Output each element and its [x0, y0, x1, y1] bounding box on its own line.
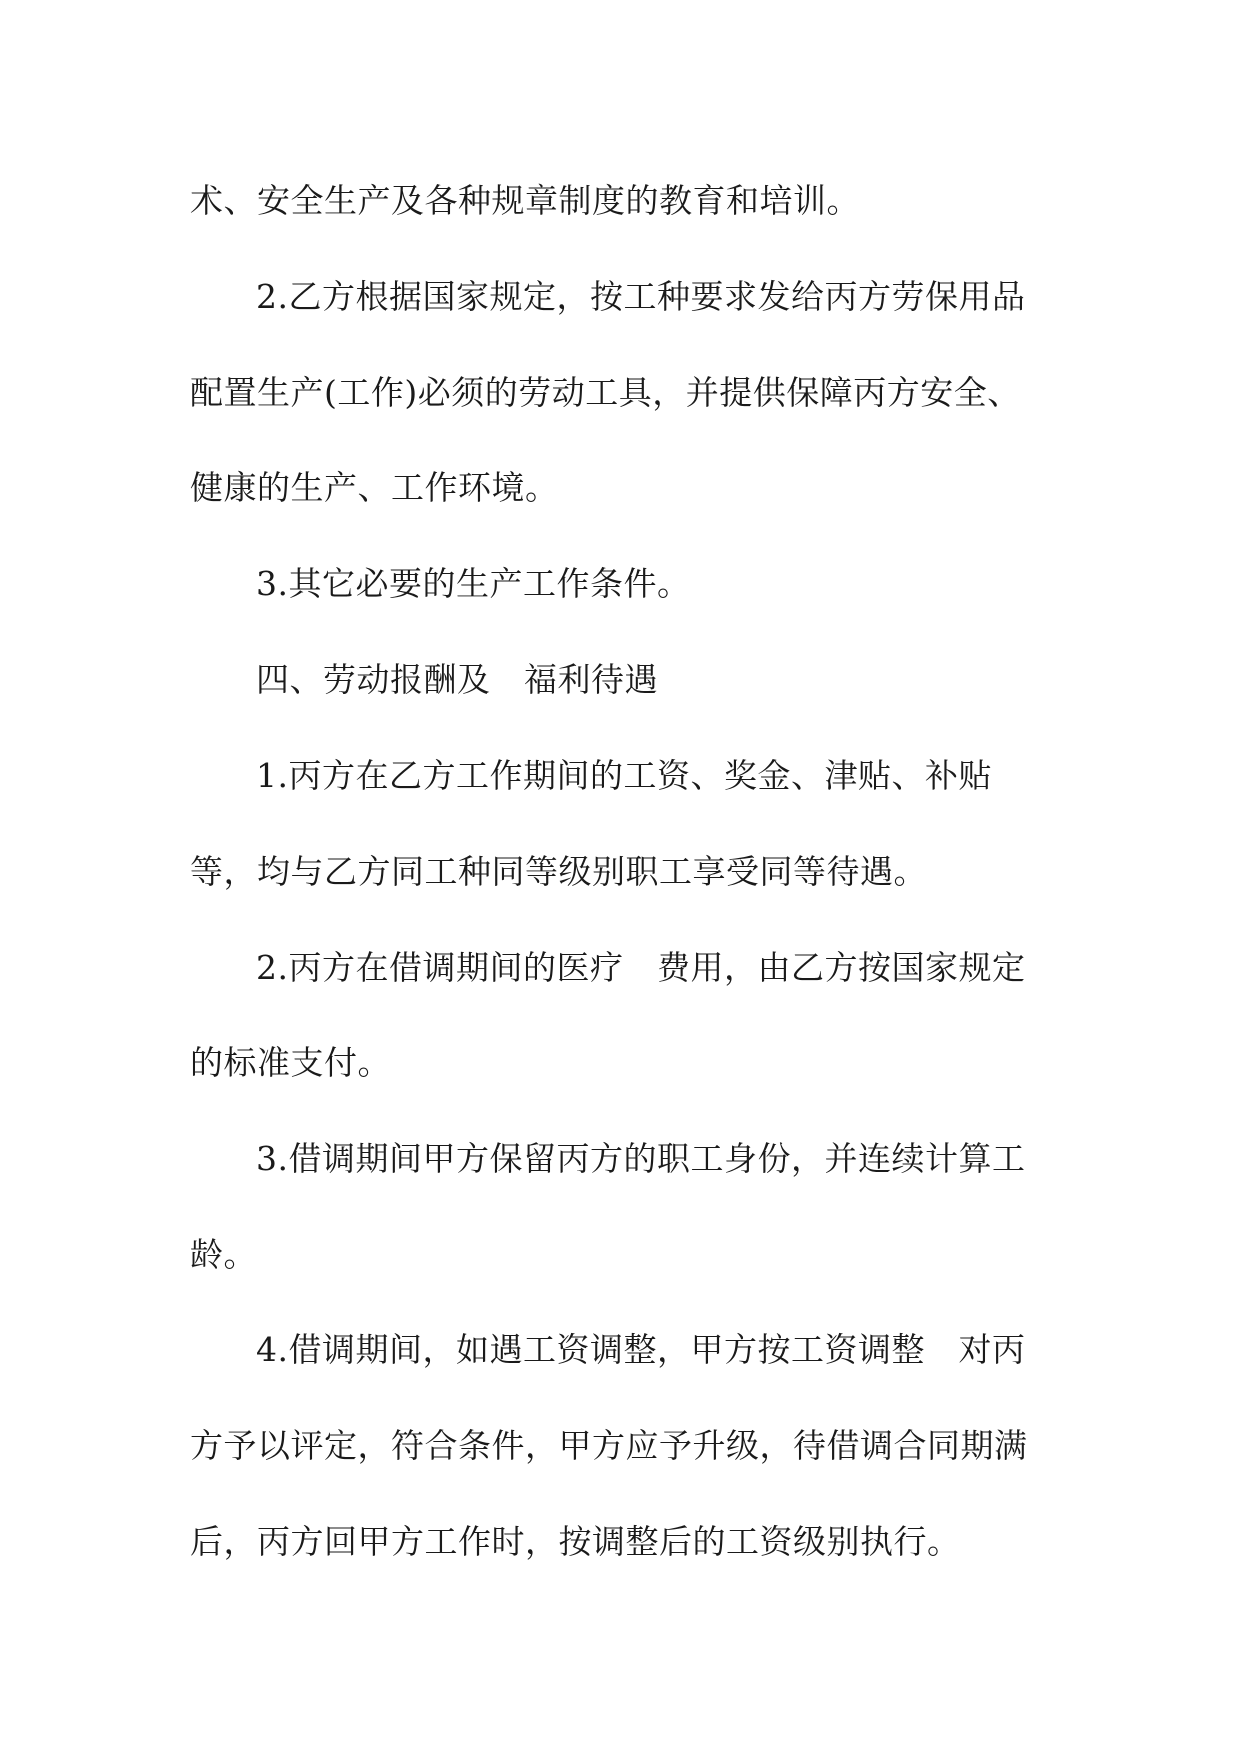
text-line: 3.借调期间甲方保留丙方的职工身份，并连续计算工: [256, 1139, 1026, 1178]
text-line: 健康的生产、工作环境。: [190, 468, 559, 507]
text-line: 等，均与乙方同工种同等级别职工享受同等待遇。: [190, 852, 927, 891]
text-line: 4.借调期间，如遇工资调整，甲方按工资调整 对丙: [256, 1330, 1026, 1369]
text-line: 配置生产(工作)必须的劳动工具，并提供保障丙方安全、: [190, 373, 1021, 412]
text-line: 后，丙方回甲方工作时，按调整后的工资级别执行。: [190, 1522, 961, 1561]
text-line: 龄。: [190, 1235, 257, 1274]
text-line: 方予以评定，符合条件，甲方应予升级，待借调合同期满: [190, 1426, 1028, 1465]
text-line: 的标准支付。: [190, 1043, 391, 1082]
text-line: 2.丙方在借调期间的医疗 费用，由乙方按国家规定: [256, 948, 1026, 987]
text-line: 1.丙方在乙方工作期间的工资、奖金、津贴、补贴: [256, 756, 992, 795]
text-line: 3.其它必要的生产工作条件。: [256, 564, 691, 603]
text-line: 术、安全生产及各种规章制度的教育和培训。: [190, 181, 860, 220]
text-line: 2.乙方根据国家规定，按工种要求发给丙方劳保用品: [256, 277, 1026, 316]
section-heading: 四、劳动报酬及 福利待遇: [256, 660, 658, 699]
